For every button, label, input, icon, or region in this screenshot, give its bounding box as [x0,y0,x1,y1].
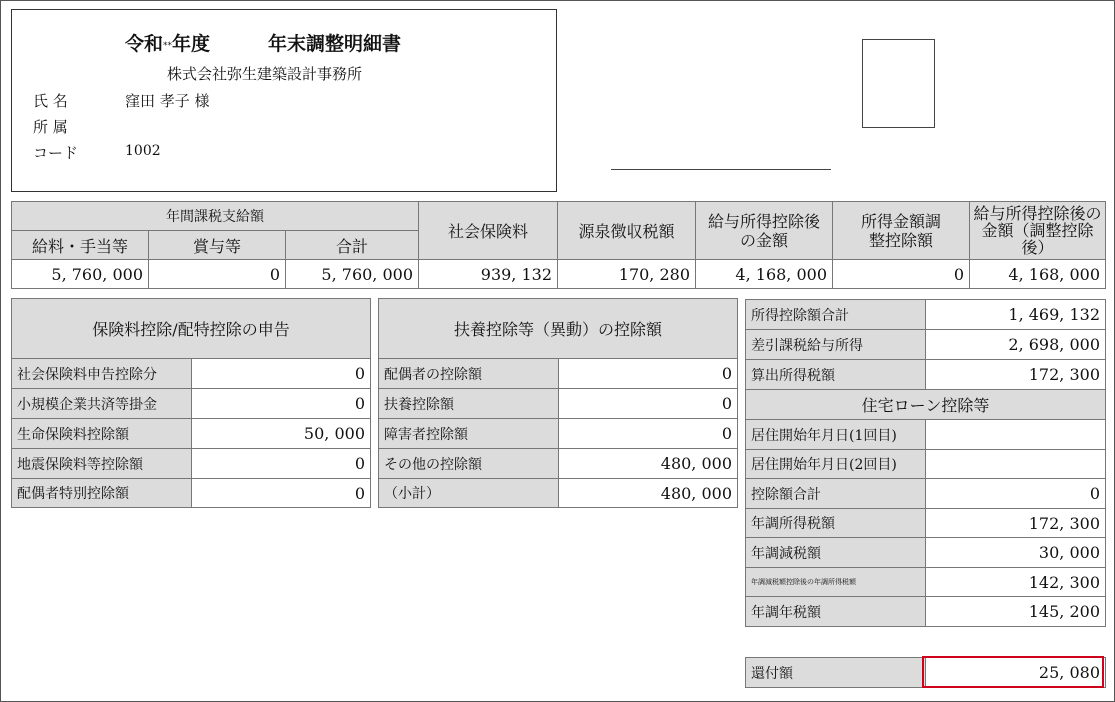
title-era-mark: ** [163,41,173,51]
table-row-value [926,420,1106,450]
table-row-value: 0 [192,359,371,389]
after-deduction-adjusted-value: 4, 168, 000 [970,260,1106,289]
total-header: 合計 [286,231,419,260]
after-deduction-value: 4, 168, 000 [696,260,833,289]
table-row-label: 障害者控除額 [379,419,559,449]
table-row-label: 差引課税給与所得 [746,330,926,360]
company-name: 株式会社弥生建築設計事務所 [167,65,363,83]
name-value: 窪田 孝子 様 [125,92,210,110]
title-era: 令和 [125,33,164,55]
withholding-value: 170, 280 [558,260,696,289]
table-row-label: 年調減税額控除後の年調所得税額 [746,568,926,597]
bonus-value: 0 [149,260,286,289]
table-row-value: 50, 000 [192,419,371,449]
table-row-label: 控除額合計 [746,479,926,509]
table-row-label: 小規模企業共済等掛金 [12,389,192,419]
table-row-value: 0 [559,419,738,449]
title-year-suffix: 年度 [172,33,211,55]
table-row-label: 所得控除額合計 [746,300,926,330]
withholding-header: 源泉徴収税額 [558,202,696,260]
table-row-value: 0 [192,389,371,419]
bonus-header: 賞与等 [149,231,286,260]
social-insurance-header: 社会保険料 [419,202,558,260]
table-row-value: 30, 000 [926,538,1106,568]
seal-stamp-box [862,39,935,128]
table-row-label: （小計） [379,479,559,508]
salary-header: 給料・手当等 [12,231,149,260]
code-value: 1002 [125,143,161,159]
table-row-value: 0 [926,479,1106,509]
table-row-value: 480, 000 [559,449,738,479]
dependents-deduction-table [378,298,738,508]
annual-taxable-header: 年間課税支給額 [12,202,419,231]
table-row-label: 配偶者特別控除額 [12,479,192,508]
income-adjustment-header: 所得金額調整控除額 [833,202,970,260]
table-row-value: 1, 469, 132 [926,300,1106,330]
table-row-label: 生命保険料控除額 [12,419,192,449]
housing-loan-title: 住宅ローン控除等 [746,390,1106,420]
name-label: 氏 名 [33,92,68,110]
table-row-label: 年調減税額 [746,538,926,568]
title-main: 年末調整明細書 [268,33,402,55]
table-row-label: 居住開始年月日(1回目) [746,420,926,450]
table-row-value: 145, 200 [926,597,1106,627]
table-row-value [926,450,1106,479]
table-row-value: 172, 300 [926,509,1106,538]
table-row-label: 社会保険料申告控除分 [12,359,192,389]
income-adjustment-value: 0 [833,260,970,289]
social-insurance-value: 939, 132 [419,260,558,289]
dependents-table-title: 扶養控除等（異動）の控除額 [379,299,738,359]
code-label: コード [33,144,79,162]
table-row-label: 居住開始年月日(2回目) [746,450,926,479]
table-row-value: 0 [192,479,371,508]
dept-label: 所 属 [33,118,68,136]
signature-line [611,169,831,170]
table-row-label: 地震保険料等控除額 [12,449,192,479]
refund-label: 還付額 [746,658,926,688]
salary-value: 5, 760, 000 [12,260,149,289]
table-row-label: 扶養控除額 [379,389,559,419]
table-row-label: 年調年税額 [746,597,926,627]
refund-value: 25, 080 [926,658,1106,688]
insurance-deduction-table [11,298,371,508]
table-row-value: 0 [559,389,738,419]
table-row-value: 480, 000 [559,479,738,508]
insurance-table-title: 保険料控除/配特控除の申告 [12,299,371,359]
total-value: 5, 760, 000 [286,260,419,289]
table-row-value: 0 [192,449,371,479]
after-deduction-header: 給与所得控除後の金額 [696,202,833,260]
table-row-value: 142, 300 [926,568,1106,597]
table-row-value: 172, 300 [926,360,1106,390]
page-title [125,29,401,56]
table-row-label: その他の控除額 [379,449,559,479]
after-deduction-adjusted-header: 給与所得控除後の金額（調整控除後） [970,202,1106,260]
table-row-value: 0 [559,359,738,389]
summary-table [11,201,1106,289]
table-row-label: 年調所得税額 [746,509,926,538]
tax-calculation-table [745,299,1106,627]
refund-highlight [922,656,1104,688]
table-row-label: 算出所得税額 [746,360,926,390]
table-row-value: 2, 698, 000 [926,330,1106,360]
table-row-label: 配偶者の控除額 [379,359,559,389]
